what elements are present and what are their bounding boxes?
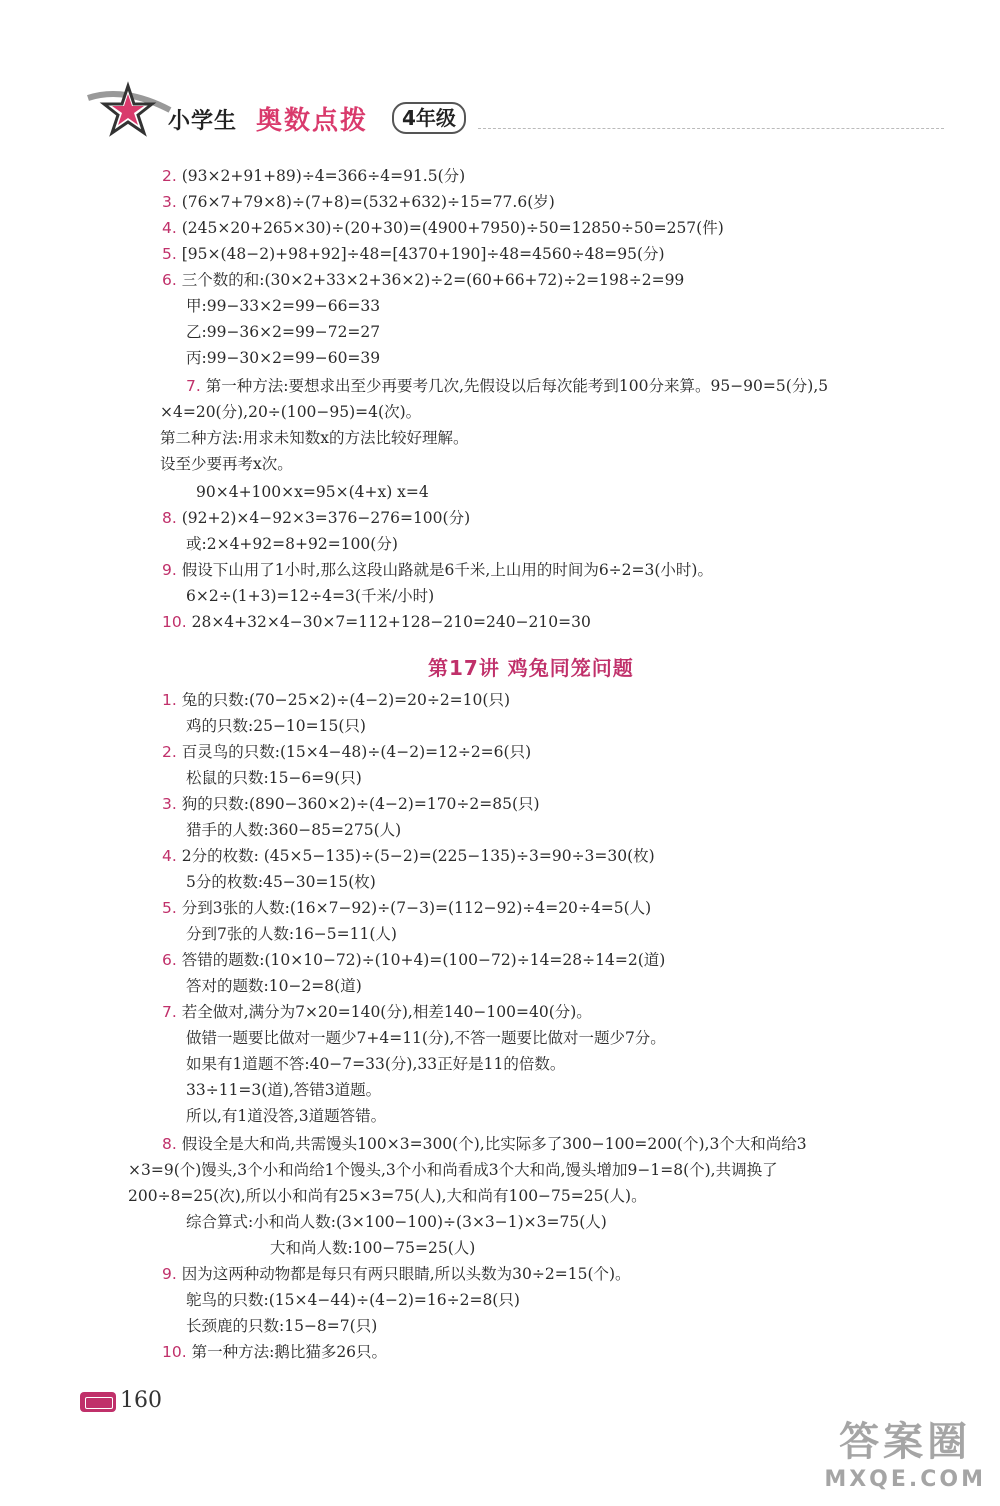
- answer-line: 乙:99−36×2=99−72=27: [186, 323, 381, 341]
- grade-badge: 4年级: [392, 102, 466, 134]
- page-number: 160: [120, 1388, 162, 1413]
- answer-line: 10. 28×4+32×4−30×7=112+128−210=240−210=30: [162, 613, 591, 631]
- answer-line: 6×2÷(1+3)=12÷4=3(千米/小时): [186, 587, 435, 605]
- answer-line: 33÷11=3(道),答错3道题。: [186, 1081, 382, 1099]
- answer-line: 长颈鹿的只数:15−8=7(只): [186, 1317, 378, 1335]
- answer-line: 分到7张的人数:16−5=11(人): [186, 925, 397, 943]
- answer-line: 10. 第一种方法:鹅比猫多26只。: [162, 1343, 388, 1361]
- section-title: 第17讲 鸡兔同笼问题: [428, 656, 634, 680]
- answer-line: 9. 因为这两种动物都是每只有两只眼睛,所以头数为30÷2=15(个)。: [162, 1265, 631, 1283]
- answer-line: 8. 假设全是大和尚,共需馒头100×3=300(个),比实际多了300−100=200(个),3个大和尚给3: [162, 1135, 807, 1153]
- answer-line: 9. 假设下山用了1小时,那么这段山路就是6千米,上山用的时间为6÷2=3(小时)。: [162, 561, 713, 579]
- answer-line: 松鼠的只数:15−6=9(只): [186, 769, 362, 787]
- answer-line: 90×4+100×x=95×(4+x) x=4: [196, 483, 429, 501]
- answer-line: 6. 答错的题数:(10×10−72)÷(10+4)=(100−72)÷14=28÷14=2(道): [162, 951, 666, 969]
- answer-line: 大和尚人数:100−75=25(人): [270, 1239, 476, 1257]
- answer-line: 200÷8=25(次),所以小和尚有25×3=75(人),大和尚有100−75=25(人)。: [128, 1187, 647, 1205]
- answer-line: 答对的题数:10−2=8(道): [186, 977, 362, 995]
- answer-line: 综合算式:小和尚人数:(3×100−100)÷(3×3−1)×3=75(人): [186, 1213, 607, 1231]
- answer-line: 8. (92+2)×4−92×3=376−276=100(分): [162, 509, 471, 527]
- book-title: 奥数点拨: [256, 106, 369, 136]
- page-header: [84, 80, 944, 140]
- answer-line: 如果有1道题不答:40−7=33(分),33正好是11的倍数。: [186, 1055, 566, 1073]
- header-divider: [478, 128, 944, 129]
- answer-line: 2. 百灵鸟的只数:(15×4−48)÷(4−2)=12÷2=6(只): [162, 743, 532, 761]
- answer-line: 4. 2分的枚数: (45×5−135)÷(5−2)=(225−135)÷3=90÷3=30(枚): [162, 847, 655, 865]
- answer-line: 所以,有1道没答,3道题答错。: [186, 1107, 387, 1125]
- answer-line: 丙:99−30×2=99−60=39: [186, 349, 381, 367]
- answer-line: 1. 兔的只数:(70−25×2)÷(4−2)=20÷2=10(只): [162, 691, 510, 709]
- answer-line: 4. (245×20+265×30)÷(20+30)=(4900+7950)÷50=12850÷50=257(件): [162, 219, 724, 237]
- answer-line: ×4=20(分),20÷(100−95)=4(次)。: [160, 403, 422, 421]
- answer-line: ×3=9(个)馒头,3个小和尚给1个馒头,3个小和尚看成3个大和尚,馒头增加9−1=8(个),共调换了: [128, 1161, 778, 1179]
- answer-line: 鸵鸟的只数:(15×4−44)÷(4−2)=16÷2=8(只): [186, 1291, 520, 1309]
- watermark: [824, 1410, 986, 1492]
- watermark-url: MXQE.COM: [824, 1467, 986, 1492]
- answer-line: 2. (93×2+91+89)÷4=366÷4=91.5(分): [162, 167, 466, 185]
- answer-line: 5分的枚数:45−30=15(枚): [186, 873, 376, 891]
- answer-line: 5. 分到3张的人数:(16×7−92)÷(7−3)=(112−92)÷4=20÷4=5(人): [162, 899, 652, 917]
- watermark-logo: 答案圈: [839, 1419, 972, 1465]
- answer-line: 或:2×4+92=8+92=100(分): [186, 535, 398, 553]
- answer-line: 设至少要再考x次。: [160, 455, 293, 473]
- answer-line: 猎手的人数:360−85=275(人): [186, 821, 402, 839]
- answer-line: 3. (76×7+79×8)÷(7+8)=(532+632)÷15=77.6(岁): [162, 193, 555, 211]
- answer-line: 3. 狗的只数:(890−360×2)÷(4−2)=170÷2=85(只): [162, 795, 540, 813]
- star-logo-icon: [84, 80, 174, 140]
- answer-line: 第二种方法:用求未知数x的方法比较好理解。: [160, 429, 469, 447]
- answer-line: 7. 第一种方法:要想求出至少再要考几次,先假设以后每次能考到100分来算。95−90=5(分),5: [186, 377, 829, 395]
- page-badge-icon: [80, 1392, 116, 1412]
- answer-line: 做错一题要比做对一题少7+4=11(分),不答一题要比做对一题少7分。: [186, 1029, 666, 1047]
- answer-line: 鸡的只数:25−10=15(只): [186, 717, 366, 735]
- answer-line: 7. 若全做对,满分为7×20=140(分),相差140−100=40(分)。: [162, 1003, 592, 1021]
- answer-line: 5. [95×(48−2)+98+92]÷48=[4370+190]÷48=4560÷48=95(分): [162, 245, 665, 263]
- answer-line: 甲:99−33×2=99−66=33: [186, 297, 381, 315]
- answer-line: 6. 三个数的和:(30×2+33×2+36×2)÷2=(60+66+72)÷2=198÷2=99: [162, 271, 685, 289]
- header-prefix: 小学生: [168, 109, 238, 134]
